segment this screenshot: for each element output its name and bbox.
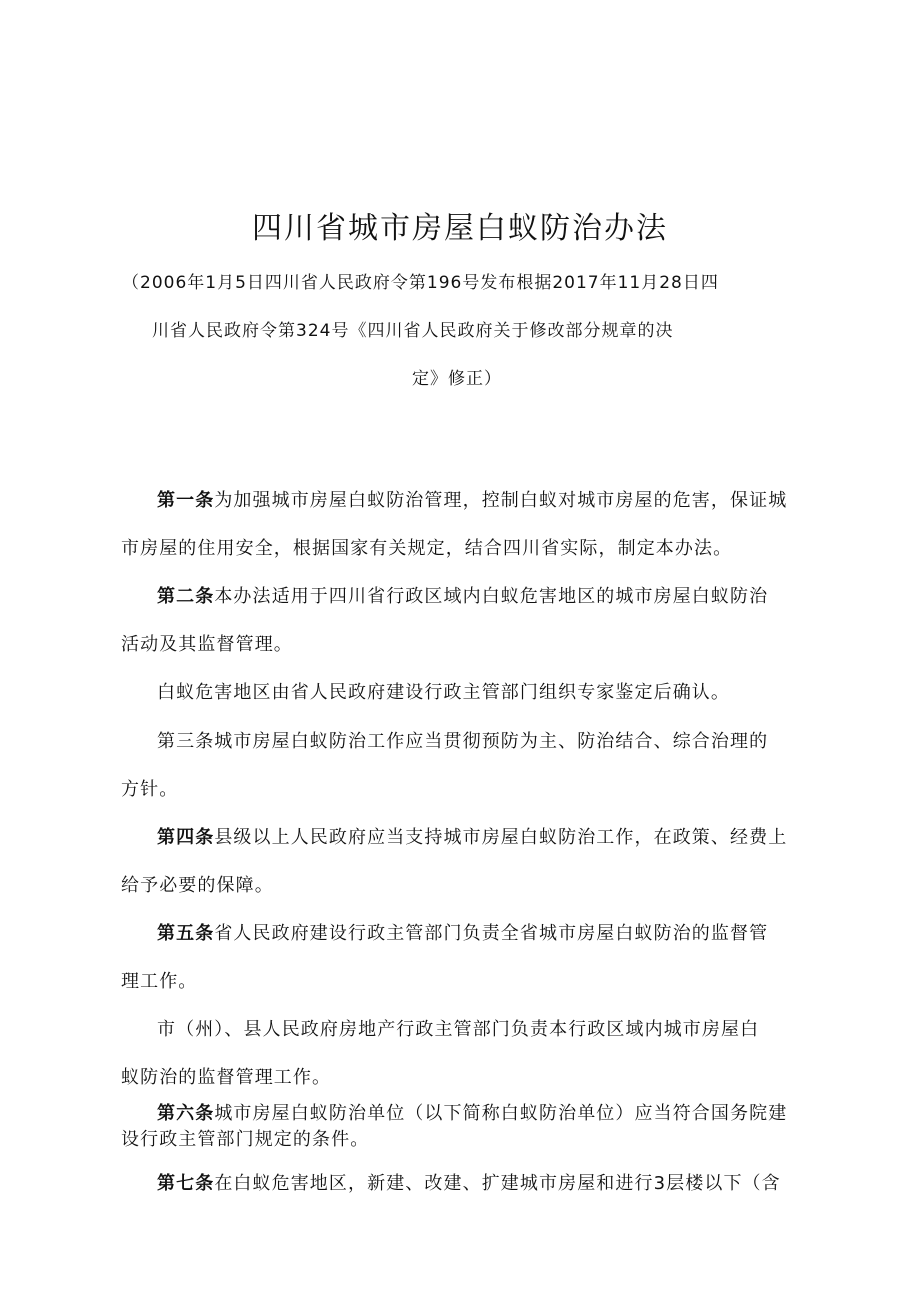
article-2-line-2: 活动及其监督管理。: [121, 634, 293, 655]
article-2-text-1: 本办法适用于四川省行政区域内白蚁危害地区的城市房屋白蚁防治: [214, 586, 769, 607]
article-4-label: 第四条: [157, 827, 215, 848]
subtitle-line-3: 定》修正）: [412, 369, 502, 389]
article-7-text-1: 在白蚁危害地区，新建、改建、扩建城市房屋和进行3层楼以下（含: [214, 1173, 781, 1194]
article-1-label: 第一条: [157, 490, 215, 511]
article-1-line-2: 市房屋的住用安全，根据国家有关规定，结合四川省实际，制定本办法。: [121, 538, 733, 559]
article-5-line-2: 理工作。: [121, 971, 198, 992]
subtitle-line-2: 川省人民政府令第324号《四川省人民政府关于修改部分规章的决: [152, 321, 674, 341]
article-6-line-1: [157, 1099, 787, 1125]
article-5-paragraph-2-line-1: 市（州）、县人民政府房地产行政主管部门负责本行政区域内城市房屋白: [157, 1019, 760, 1040]
article-7-label: 第七条: [157, 1173, 215, 1194]
article-6-line-2: 设行政主管部门规定的条件。: [121, 1129, 370, 1150]
article-6-label: 第六条: [157, 1103, 215, 1124]
document-title: 四川省城市房屋白蚁防治办法: [252, 211, 668, 246]
article-2-paragraph-2: 白蚁危害地区由省人民政府建设行政主管部门组织专家鉴定后确认。: [157, 682, 730, 703]
article-1-text-1: 为加强城市房屋白蚁防治管理，控制白蚁对城市房屋的危害，保证城: [214, 490, 788, 511]
article-1-line-1: [157, 486, 787, 512]
article-5-text-1: 省人民政府建设行政主管部门负责全省城市房屋白蚁防治的监督管: [214, 923, 769, 944]
subtitle-line-1: （2006年1月5日四川省人民政府令第196号发布根据2017年11月28日四: [122, 273, 719, 293]
article-4-line-2: 给予必要的保障。: [121, 875, 274, 896]
article-7-line-1: [157, 1169, 781, 1195]
article-3-line-2: 方针。: [121, 779, 179, 800]
article-2-label: 第二条: [157, 586, 215, 607]
article-5-label: 第五条: [157, 923, 215, 944]
article-6-text-1: 城市房屋白蚁防治单位（以下简称白蚁防治单位）应当符合国务院建: [214, 1103, 788, 1124]
article-2-line-1: [157, 582, 768, 608]
article-5-line-1: [157, 919, 768, 945]
article-5-paragraph-2-line-2: 蚁防治的监督管理工作。: [121, 1067, 332, 1088]
article-4-text-1: 县级以上人民政府应当支持城市房屋白蚁防治工作，在政策、经费上: [214, 827, 788, 848]
article-3-line-1: 第三条城市房屋白蚁防治工作应当贯彻预防为主、防治结合、综合治理的: [157, 731, 769, 752]
article-4-line-1: [157, 823, 787, 849]
